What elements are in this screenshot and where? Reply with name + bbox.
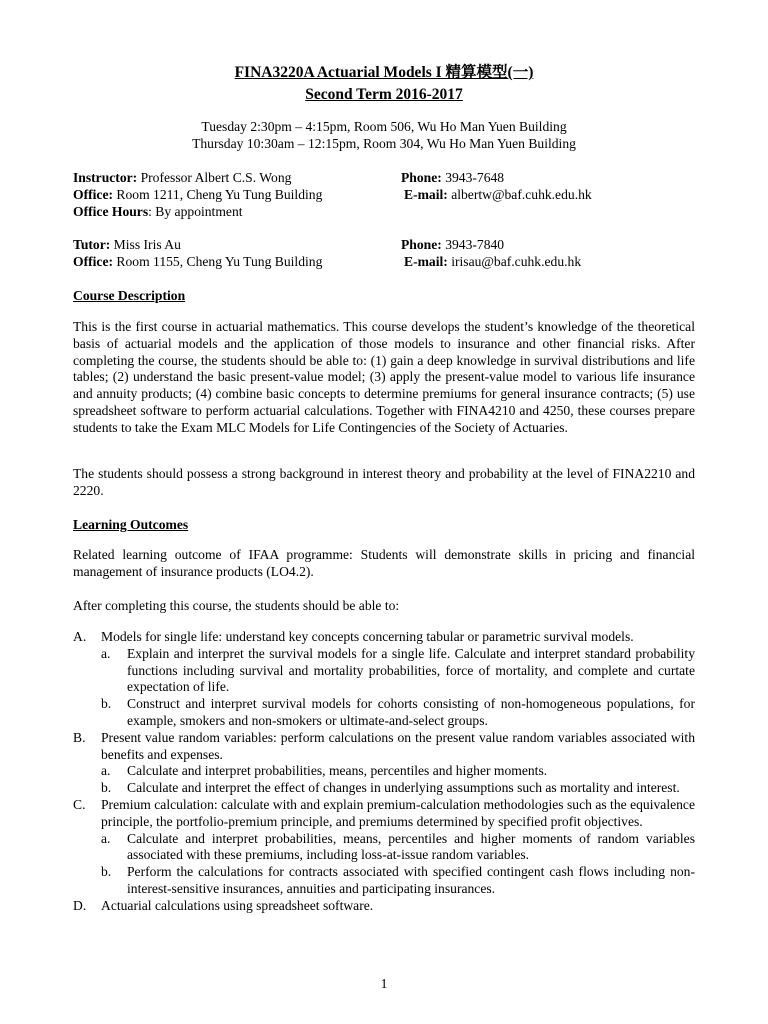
instructor-label: Instructor: bbox=[73, 170, 138, 185]
sub-list bbox=[101, 763, 695, 797]
sub-list-item bbox=[73, 780, 695, 797]
office-label: Office: bbox=[73, 187, 113, 202]
schedule-line-1: Tuesday 2:30pm – 4:15pm, Room 506, Wu Ho Man Yuen Building bbox=[201, 119, 567, 134]
schedule-line-2: Thursday 10:30am – 12:15pm, Room 304, Wu Ho Man Yuen Building bbox=[192, 136, 576, 151]
sub-list-item-text: Calculate and interpret the effect of changes in underlying assumptions such as mortality and interest. bbox=[127, 780, 680, 796]
tutor-office-row bbox=[73, 254, 695, 271]
tutor-phone-label: Phone: bbox=[401, 237, 442, 252]
sub-list-item bbox=[73, 864, 695, 898]
sub-list bbox=[101, 646, 695, 730]
sub-list-item-text: Calculate and interpret probabilities, means, percentiles and higher moments. bbox=[127, 763, 548, 779]
learning-outcomes-para-2: After completing this course, the students should be able to: bbox=[73, 598, 400, 613]
sub-list-item-text: Perform the calculations for contracts associated with specified contingent cash flows including non-interest-sensitive insurances, annuities and participating insurances. bbox=[127, 864, 695, 896]
course-description-heading: Course Description bbox=[73, 288, 186, 303]
instructor-office-row bbox=[73, 187, 695, 204]
tutor-phone: 3943-7840 bbox=[445, 237, 505, 252]
tutor-email[interactable]: irisau@baf.cuhk.edu.hk bbox=[451, 254, 582, 269]
term-title: Second Term 2016-2017 bbox=[305, 86, 463, 103]
sub-list-item bbox=[73, 763, 695, 780]
phone-label: Phone: bbox=[401, 170, 442, 185]
sub-list-marker: a. bbox=[101, 763, 111, 779]
instructor-row bbox=[73, 170, 695, 187]
sub-list-item-text: Explain and interpret the survival models for a single life. Calculate and interpret standard probability functions including survival and mortality probabilities, force of mortality, and complete and curtate expectation of life. bbox=[127, 645, 695, 695]
sub-list-item bbox=[73, 646, 695, 696]
sub-list-marker: a. bbox=[101, 645, 111, 661]
sub-list-marker: a. bbox=[101, 830, 111, 846]
sub-list-marker: b. bbox=[101, 696, 112, 712]
tutor-office-label: Office: bbox=[73, 254, 113, 269]
list-item-text: Actuarial calculations using spreadsheet software. bbox=[101, 897, 374, 913]
list-marker: D. bbox=[73, 897, 87, 913]
sub-list-item bbox=[73, 696, 695, 730]
sub-list-item bbox=[73, 831, 695, 865]
list-marker: C. bbox=[73, 796, 86, 812]
office-hours-label: Office Hours bbox=[73, 204, 149, 219]
list-item bbox=[73, 730, 695, 797]
office-hours-value: : By appointment bbox=[148, 204, 243, 219]
sub-list-item-text: Construct and interpret survival models for cohorts consisting of non-homogeneous populations, for example, smokers and non-smokers or ultimate-and-select groups. bbox=[127, 696, 695, 728]
outcomes-list bbox=[73, 629, 695, 915]
list-item-text: Present value random variables: perform calculations on the present value random variables associated with benefits and expenses. bbox=[101, 729, 695, 762]
tutor-label: Tutor: bbox=[73, 237, 111, 252]
page-number: 1 bbox=[380, 976, 388, 991]
list-item bbox=[73, 629, 695, 730]
sub-list-marker: b. bbox=[101, 780, 112, 796]
learning-outcomes-heading: Learning Outcomes bbox=[73, 517, 189, 532]
email-label: E-mail: bbox=[404, 187, 448, 202]
learning-outcomes-para-1: Related learning outcome of IFAA programme: Students will demonstrate skills in pricing and financial management of insurance products (LO4.2). bbox=[73, 547, 695, 579]
office-hours-row bbox=[73, 204, 695, 221]
course-title: FINA3220A Actuarial Models I 精算模型(一) bbox=[234, 64, 534, 81]
course-description-para-1: This is the first course in actuarial mathematics. This course develops the student’s knowledge of the theoretical basis of actuarial models and the application of those models to insurance and other financial risks. After completing the course, the students should be able to: (1) gain a deep knowledge in survival distributions and life tables; (2) understand the basic present-value model; (3) apply the present-value model to various life insurance and annuity products; (4) combine basic concepts to determine premiums for general insurance contracts; (5) use spreadsheet software to perform actuarial calculations. Together with FINA4210 and 4250, these courses prepare students to take the Exam MLC Models for Life Contingencies of the Society of Actuaries. bbox=[73, 319, 695, 435]
list-item bbox=[73, 797, 695, 898]
course-description-para-2: The students should possess a strong background in interest theory and probability at the level of FINA2210 and 2220. bbox=[73, 466, 695, 498]
sub-list-item-text: Calculate and interpret probabilities, means, percentiles and higher moments of random variables associated with these premiums, including loss-at-issue random variables. bbox=[127, 830, 695, 863]
tutor-office: Room 1155, Cheng Yu Tung Building bbox=[116, 254, 323, 269]
sub-list bbox=[101, 831, 695, 898]
tutor-name: Miss Iris Au bbox=[113, 237, 181, 252]
list-marker: A. bbox=[73, 629, 87, 644]
tutor-row bbox=[73, 237, 695, 254]
tutor-email-label: E-mail: bbox=[404, 254, 448, 269]
instructor-email[interactable]: albertw@baf.cuhk.edu.hk bbox=[451, 187, 592, 202]
list-item-text: Models for single life: understand key concepts concerning tabular or parametric survival models. bbox=[101, 629, 634, 644]
list-marker: B. bbox=[73, 729, 86, 745]
list-item-text: Premium calculation: calculate with and explain premium-calculation methodologies such as the equivalence principle, the portfolio-premium principle, and premiums determined by specified profit objectives. bbox=[101, 796, 695, 829]
list-item bbox=[73, 898, 695, 915]
instructor-office: Room 1211, Cheng Yu Tung Building bbox=[116, 187, 323, 202]
instructor-phone: 3943-7648 bbox=[445, 170, 505, 185]
instructor-name: Professor Albert C.S. Wong bbox=[140, 170, 292, 185]
sub-list-marker: b. bbox=[101, 864, 112, 880]
